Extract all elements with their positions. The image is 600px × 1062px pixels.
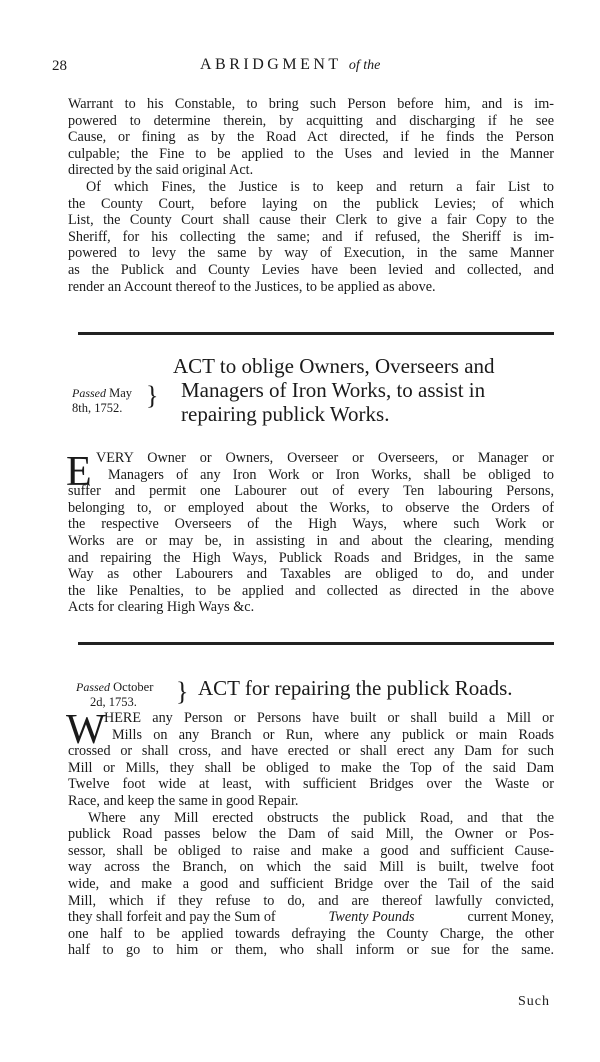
text-line: powered to levy the same by way of Execution, in the same Manner: [68, 245, 554, 262]
section3-text: [66, 707, 554, 959]
text-line: Mills on any Branch or Run, where any publick or main Roads: [112, 726, 554, 743]
act-title-line: Managers of Iron Works, to assist in: [181, 378, 486, 402]
act-title: [173, 354, 495, 426]
text-line: Race, and keep the same in good Repair.: [68, 792, 299, 809]
act-title-line: ACT to oblige Owners, Overseers and: [173, 354, 495, 378]
drop-cap: E: [66, 449, 92, 495]
section1-text: [68, 96, 554, 295]
act-title-line: repairing publick Works.: [181, 402, 390, 426]
text-line: publick Road passes below the Dam of said Mill, the Owner or Pos-: [68, 826, 554, 843]
text-line: one half to be applied towards defraying the County Charge, the other: [68, 925, 554, 942]
section-divider: [78, 642, 554, 645]
text-line: suffer and permit one Labourer out of every Ten labouring Persons,: [68, 483, 554, 500]
text-line: HERE any Person or Persons have built or shall build a Mill or: [104, 710, 554, 726]
section-divider: [78, 332, 554, 335]
text-line: powered to determine therein, by acquitting and discharging if he see: [68, 112, 554, 129]
text-line: Twelve foot wide at least, with sufficient Bridges over the Waste or: [68, 776, 554, 793]
side-note-line2: 8th, 1752.: [72, 401, 123, 415]
text-line: belonging to, or employed about the Works, to observe the Orders of: [68, 499, 554, 516]
text-line: sessor, shall be obliged to raise and make a good and sufficient Cause-: [68, 842, 554, 859]
act-title: ACT for repairing the publick Roads.: [198, 676, 513, 700]
text-line: the County Court, before laying on the publick Levies; of which: [68, 195, 554, 212]
running-title: [200, 56, 380, 74]
side-note-line1: October: [113, 680, 154, 694]
brace-icon: }: [176, 677, 189, 706]
text-line: culpable; the Fine to be applied to the Uses and levied in the Manner: [68, 145, 554, 162]
side-note-passed: [72, 386, 132, 416]
running-title-italic: of the: [348, 58, 381, 73]
text-line: the like Penalties, to be applied and collected as directed in the above: [68, 582, 554, 599]
text-line: directed by the said original Act.: [68, 162, 254, 179]
text-line: wide, and make a good and sufficient Bridge over the Tail of the said: [68, 875, 554, 892]
text-line: Of which Fines, the Justice is to keep and return a fair List to: [86, 178, 554, 195]
text-line: crossed or shall cross, and have erected or shall erect any Dam for such: [68, 743, 554, 760]
text-line: Managers of any Iron Work or Iron Works, shall be obliged to: [108, 466, 554, 483]
side-note-line1: May: [109, 386, 133, 400]
section2-text: [68, 450, 554, 616]
side-note-italic: Passed: [72, 386, 106, 400]
text-line: Acts for clearing High Ways &c.: [68, 599, 255, 616]
text-line: Way as other Labourers and Taxables are obliged to do, and under: [68, 566, 554, 583]
text-line: render an Account thereof to the Justices, to be applied as above.: [68, 278, 436, 295]
side-note-passed: [76, 680, 153, 710]
text-line: Works are or may be, in assisting in and about the clearing, mending: [68, 532, 554, 549]
side-note-line2: 2d, 1753.: [90, 695, 137, 709]
text-line: Sheriff, for his collecting the same; and if refused, the Sheriff is im-: [68, 228, 554, 245]
text-line: as the Publick and County Levies have been levied and collected, and: [68, 261, 554, 278]
text-line: Mill or Mills, they shall be obliged to make the Top of the said Dam: [68, 759, 554, 776]
text-line: way across the Branch, on which the said Mill is built, twelve foot: [68, 859, 554, 876]
text-line: Mill, which if they refuse to do, and are thereof lawfully convicted,: [68, 892, 554, 909]
running-title-main: ABRIDGMENT: [200, 56, 342, 73]
text-line: the respective Overseers of the High Ways, where such Work or: [68, 516, 554, 533]
text-line: Where any Mill erected obstructs the publick Road, and that the: [88, 809, 554, 826]
text-line: half to go to him or them, who shall inform or sue for the same.: [68, 942, 554, 959]
page-number: 28: [52, 58, 67, 74]
text-line: Warrant to his Constable, to bring such Person before him, and is im-: [68, 96, 554, 112]
text-line: VERY Owner or Owners, Overseer or Overseers, or Manager or: [96, 450, 554, 466]
text-line: [68, 909, 554, 926]
text-segment: they shall forfeit and pay the Sum of: [68, 909, 276, 926]
catchword: Such: [518, 994, 550, 1009]
drop-cap: W: [66, 707, 106, 753]
text-line: and repairing the High Ways, Publick Roads and Bridges, in the same: [68, 549, 554, 566]
text-line: List, the County Court shall cause their Clerk to give a fair Copy to the: [68, 212, 554, 229]
brace-icon: }: [146, 381, 159, 410]
text-line: Cause, or fining as by the Road Act directed, if he finds the Person: [68, 129, 554, 146]
text-italic-amount: Twenty Pounds: [328, 909, 415, 926]
side-note-italic: Passed: [76, 680, 110, 694]
text-segment: current Money,: [467, 909, 554, 926]
